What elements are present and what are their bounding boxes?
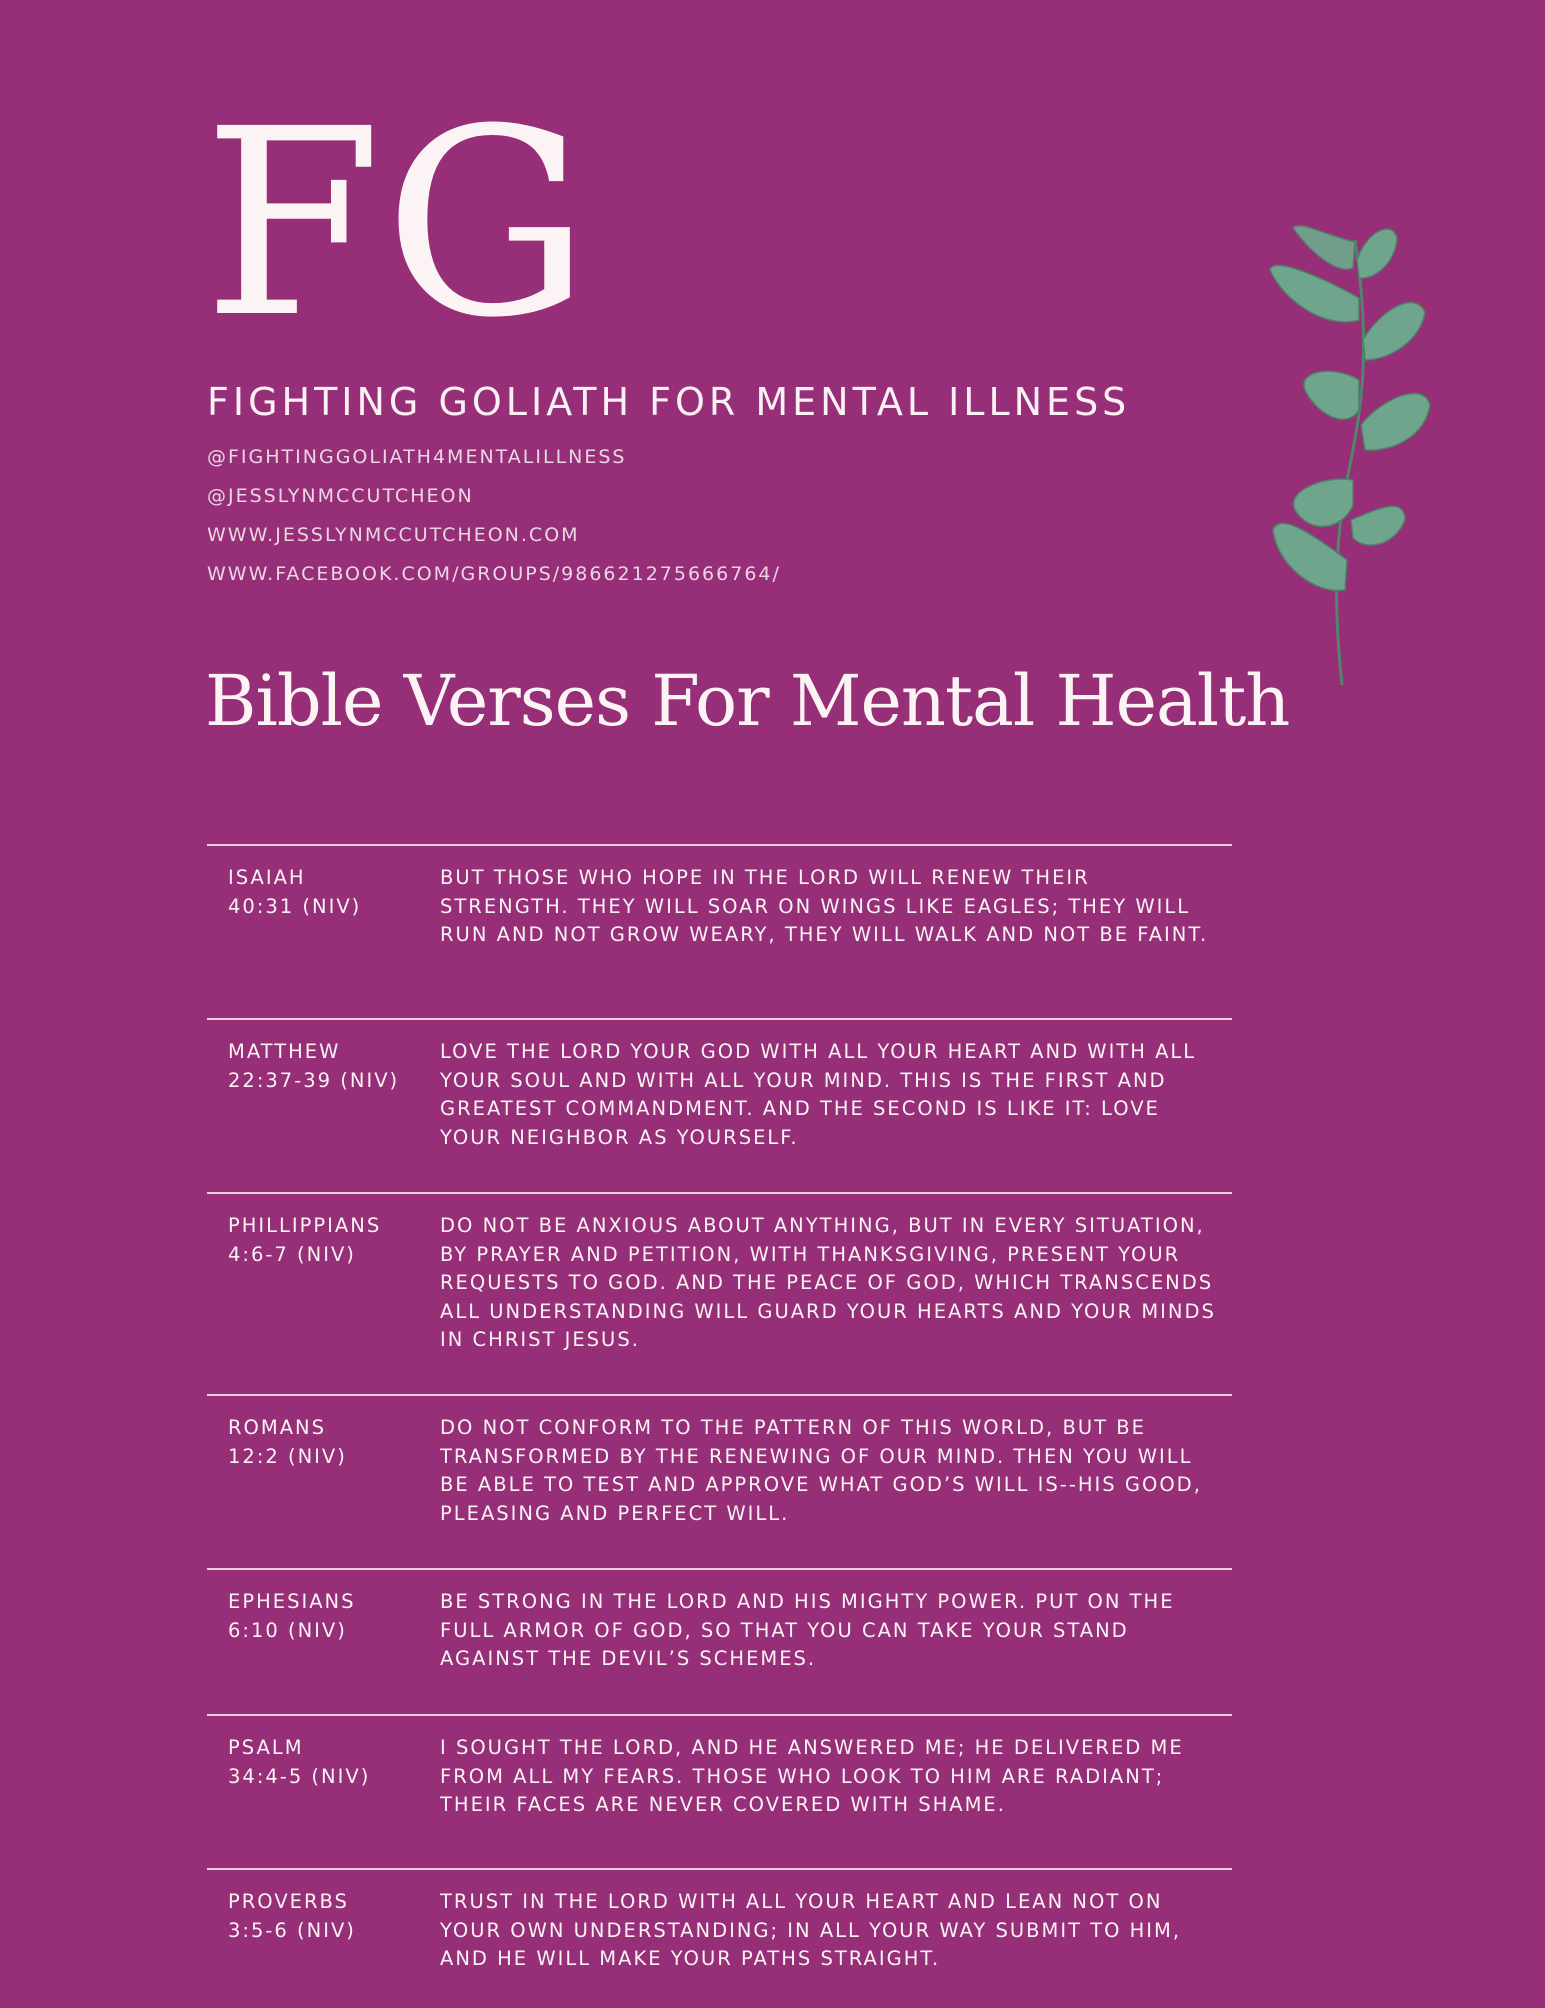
organization-title: FIGHTING GOLIATH FOR MENTAL ILLNESS — [207, 380, 1131, 424]
leaf-branch-icon — [1255, 220, 1435, 690]
verse-text: DO NOT CONFORM TO THE PATTERN OF THIS WORLD, BUT BE TRANSFORMED BY THE RENEWING OF OUR MIND. THEN YOU WILL BE ABLE TO TEST AND APPROVE WHAT GOD’S WILL IS--HIS GOOD, PLEASING AND PERFECT WILL. — [440, 1416, 1202, 1525]
verse-text: BUT THOSE WHO HOPE IN THE LORD WILL RENEW THEIR STRENGTH. THEY WILL SOAR ON WINGS LIKE EAGLES; THEY WILL RUN AND NOT GROW WEARY, THEY WILL WALK AND NOT BE FAINT. — [440, 866, 1209, 946]
verse-reference: EPHESIANS 6:10 (NIV) — [228, 1590, 356, 1642]
personal-handle-link[interactable]: @JESSLYNMCCUTCHEON — [207, 485, 474, 507]
verse-reference: PHILLIPPIANS 4:6-7 (NIV) — [228, 1214, 382, 1266]
verse-row — [207, 1394, 1232, 1568]
verse-row — [207, 1568, 1232, 1714]
verse-table — [207, 844, 1232, 2008]
verse-row — [207, 1192, 1232, 1394]
verse-reference: MATTHEW 22:37-39 (NIV) — [228, 1040, 400, 1092]
verse-text: DO NOT BE ANXIOUS ABOUT ANYTHING, BUT IN EVERY SITUATION, BY PRAYER AND PETITION, WITH THANKSGIVING, PRESENT YOUR REQUESTS TO GOD. AND THE PEACE OF GOD, WHICH TRANSCENDS ALL UNDERSTANDING WILL GUARD YOUR HEARTS AND YOUR MINDS IN CHRIST JESUS. — [440, 1214, 1216, 1351]
fg-logo: FG — [203, 74, 593, 374]
verse-text: LOVE THE LORD YOUR GOD WITH ALL YOUR HEART AND WITH ALL YOUR SOUL AND WITH ALL YOUR MIND. THIS IS THE FIRST AND GREATEST COMMANDMENT. AND THE SECOND IS LIKE IT: LOVE YOUR NEIGHBOR AS YOURSELF. — [440, 1040, 1197, 1149]
verse-row — [207, 1018, 1232, 1192]
verse-reference: ISAIAH 40:31 (NIV) — [228, 866, 362, 918]
facebook-group-link[interactable]: WWW.FACEBOOK.COM/GROUPS/986621275666764/ — [207, 563, 781, 585]
verse-text: I SOUGHT THE LORD, AND HE ANSWERED ME; HE DELIVERED ME FROM ALL MY FEARS. THOSE WHO LOOK TO HIM ARE RADIANT; THEIR FACES ARE NEVER COVERED WITH SHAME. — [440, 1736, 1184, 1816]
page-heading: Bible Verses For Mental Health — [205, 660, 1290, 742]
verse-row — [207, 1868, 1232, 2008]
verse-text: BE STRONG IN THE LORD AND HIS MIGHTY POWER. PUT ON THE FULL ARMOR OF GOD, SO THAT YOU CAN TAKE YOUR STAND AGAINST THE DEVIL’S SCHEMES. — [440, 1590, 1175, 1670]
website-link[interactable]: WWW.JESSLYNMCCUTCHEON.COM — [207, 524, 580, 546]
verse-text: TRUST IN THE LORD WITH ALL YOUR HEART AND LEAN NOT ON YOUR OWN UNDERSTANDING; IN ALL YOUR WAY SUBMIT TO HIM, AND HE WILL MAKE YOUR PATHS STRAIGHT. — [440, 1890, 1182, 1970]
verse-row — [207, 844, 1232, 1018]
verse-row — [207, 1714, 1232, 1868]
verse-reference: PSALM 34:4-5 (NIV) — [228, 1736, 371, 1788]
verse-reference: PROVERBS 3:5-6 (NIV) — [228, 1890, 356, 1942]
contact-links — [207, 438, 781, 594]
instagram-handle-link[interactable]: @FIGHTINGGOLIATH4MENTALILLNESS — [207, 446, 627, 468]
verse-reference: ROMANS 12:2 (NIV) — [228, 1416, 347, 1468]
